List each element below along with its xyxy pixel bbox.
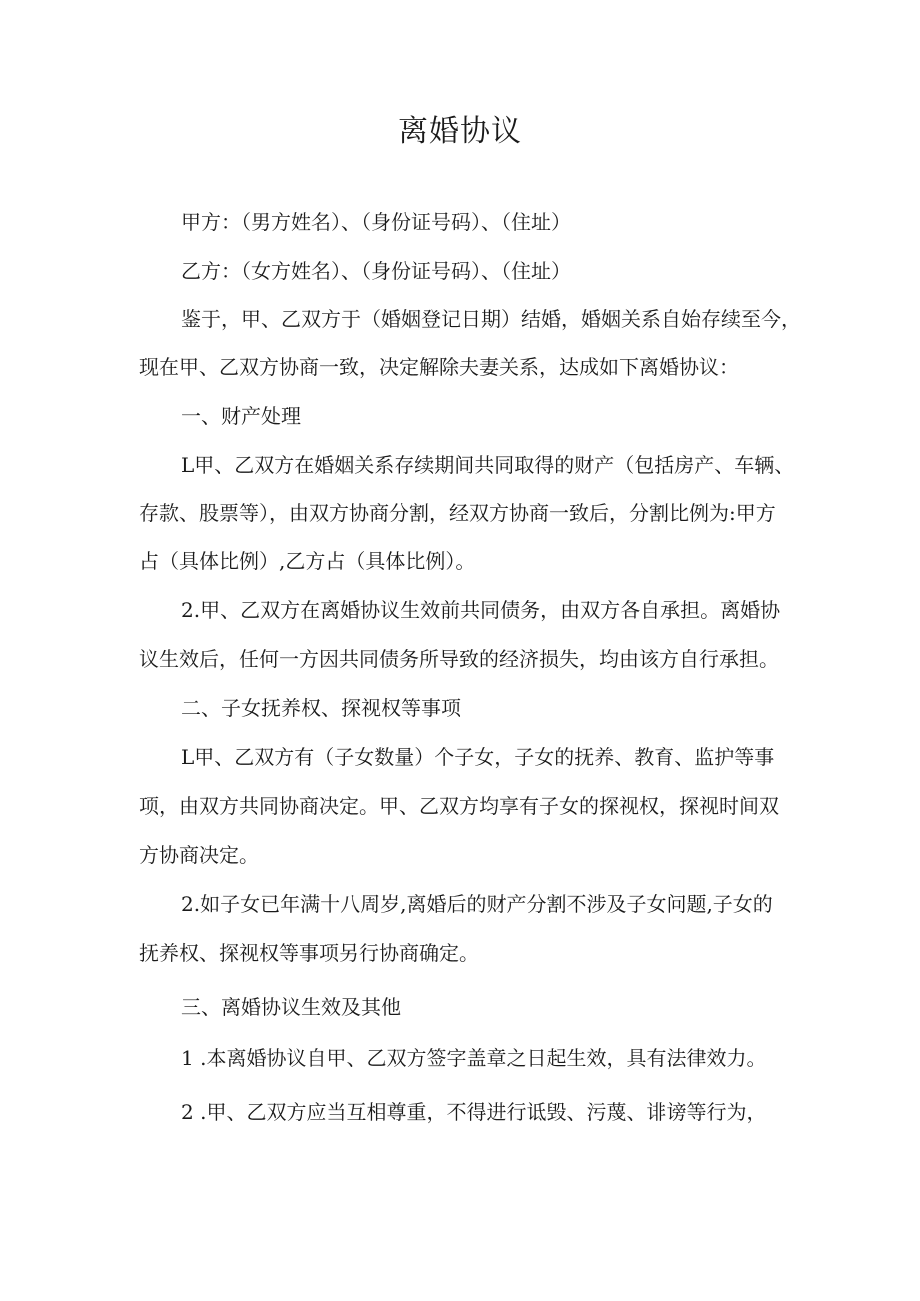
section-heading-property: 一、财产处理: [181, 404, 301, 428]
party-a-line: 甲方：（男方姓名）、（身份证号码）、（住址）: [181, 210, 571, 234]
property-clause-2-line-2: 议生效后，任何一方因共同债务所导致的经济损失，均由该方自行承担。: [139, 647, 779, 671]
document-title: 离婚协议: [398, 114, 522, 149]
property-clause-1-line-1: L甲、乙双方在婚姻关系存续期间共同取得的财产（包括房产、车辆、: [181, 453, 795, 477]
preamble-line-2: 现在甲、乙双方协商一致，决定解除夫妻关系，达成如下离婚协议：: [139, 355, 739, 379]
children-clause-1-line-2: 项，由双方共同协商决定。甲、乙双方均享有子女的探视权，探视时间双: [139, 794, 779, 818]
children-clause-1-line-1: L甲、乙双方有（子女数量）个子女，子女的抚养、教育、监护等事: [181, 745, 775, 769]
effect-clause-1: 1 .本离婚协议自甲、乙双方签字盖章之日起生效，具有法律效力。: [181, 1046, 767, 1070]
section-heading-children: 二、子女抚养权、探视权等事项: [181, 696, 461, 720]
children-clause-2-line-1: 2.如子女已年满十八周岁,离婚后的财产分割不涉及子女问题,子女的: [181, 892, 773, 916]
preamble-line-1: 鉴于，甲、乙双方于（婚姻登记日期）结婚，婚姻关系自始存续至今，: [181, 307, 801, 331]
property-clause-1-line-3: 占（具体比例）,乙方占（具体比例）。: [139, 549, 476, 573]
party-b-line: 乙方：（女方姓名）、（身份证号码）、（住址）: [181, 259, 571, 283]
property-clause-1-line-2: 存款、股票等），由双方协商分割，经双方协商一致后，分割比例为:甲方: [139, 501, 776, 525]
effect-clause-2: 2 .甲、乙双方应当互相尊重，不得进行诋毁、污蔑、诽谤等行为，: [181, 1100, 767, 1124]
children-clause-1-line-3: 方协商决定。: [139, 843, 259, 867]
property-clause-2-line-1: 2.甲、乙双方在离婚协议生效前共同债务，由双方各自承担。离婚协: [181, 598, 781, 622]
children-clause-2-line-2: 抚养权、探视权等事项另行协商确定。: [139, 941, 479, 965]
section-heading-effect: 三、离婚协议生效及其他: [181, 995, 401, 1019]
